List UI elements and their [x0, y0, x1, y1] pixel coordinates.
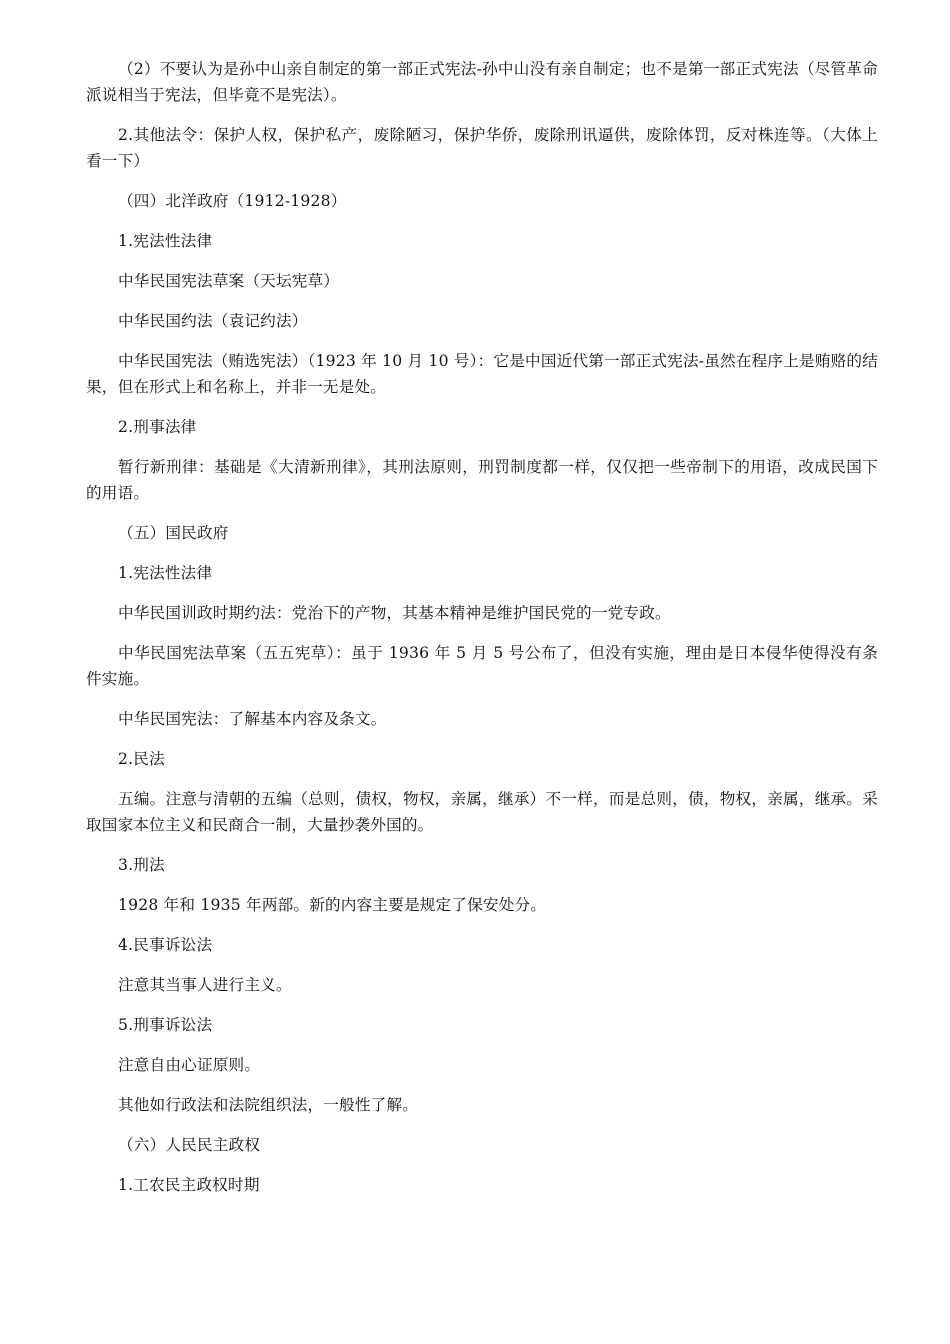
paragraph-criminal-codes: 1928 年和 1935 年两部。新的内容主要是规定了保安处分。: [118, 896, 547, 914]
section-heading-nationalist: （五）国民政府: [118, 524, 229, 542]
paragraph-2: 2.其他法令：保护人权，保护私产，废除陋习，保护华侨，废除刑讯逼供，废除体罚，反对株连等。（大体上看一下）: [86, 126, 878, 170]
paragraph-bribery-constitution: 中华民国宪法（贿选宪法）（1923 年 10 月 10 号）：它是中国近代第一部正式宪法-虽然在程序上是贿赂的结果，但在形式上和名称上，并非一无是处。: [86, 352, 878, 396]
subheading-criminal-law-1: 2.刑事法律: [118, 418, 197, 436]
paragraph-five-five-draft: 中华民国宪法草案（五五宪草）：虽于 1936 年 5 月 5 号公布了，但没有实施，理由是日本侵华使得没有条件实施。: [86, 644, 878, 688]
paragraph-tutelage-law: 中华民国训政时期约法：党治下的产物，其基本精神是维护国民党的一党专政。: [118, 604, 671, 622]
subheading-civil-procedure: 4.民事诉讼法: [118, 936, 213, 954]
paragraph-free-evaluation: 注意自由心证原则。: [118, 1056, 261, 1074]
document-page: [86, 56, 878, 1198]
subheading-worker-peasant-period: 1.工农民主政权时期: [118, 1176, 260, 1194]
subheading-civil-law: 2.民法: [118, 750, 165, 768]
paragraph-tiantan-draft: 中华民国宪法草案（天坛宪草）: [118, 272, 340, 290]
section-heading-beiyang: （四）北洋政府（1912-1928）: [118, 192, 347, 210]
paragraph-yuan-provisional: 中华民国约法（袁记约法）: [118, 312, 308, 330]
subheading-criminal-procedure: 5.刑事诉讼法: [118, 1016, 213, 1034]
subheading-constitutional-law-1: 1.宪法性法律: [118, 232, 213, 250]
subheading-criminal-law-2: 3.刑法: [118, 856, 165, 874]
section-heading-peoples-democratic: （六）人民民主政权: [118, 1136, 261, 1154]
paragraph-five-books: 五编。注意与清朝的五编（总则，债权，物权，亲属，继承）不一样，而是总则，债，物权，亲属，继承。采取国家本位主义和民商合一制，大量抄袭外国的。: [86, 790, 878, 834]
paragraph-other-laws: 其他如行政法和法院组织法，一般性了解。: [118, 1096, 419, 1114]
paragraph-1: （2）不要认为是孙中山亲自制定的第一部正式宪法-孙中山没有亲自制定；也不是第一部正式宪法（尽管革命派说相当于宪法，但毕竟不是宪法）。: [86, 60, 878, 104]
paragraph-roc-constitution: 中华民国宪法：了解基本内容及条文。: [118, 710, 387, 728]
paragraph-party-presentation: 注意其当事人进行主义。: [118, 976, 292, 994]
paragraph-provisional-criminal-code: 暂行新刑律：基础是《大清新刑律》，其刑法原则，刑罚制度都一样，仅仅把一些帝制下的用语，改成民国下的用语。: [86, 458, 878, 502]
subheading-constitutional-law-2: 1.宪法性法律: [118, 564, 213, 582]
